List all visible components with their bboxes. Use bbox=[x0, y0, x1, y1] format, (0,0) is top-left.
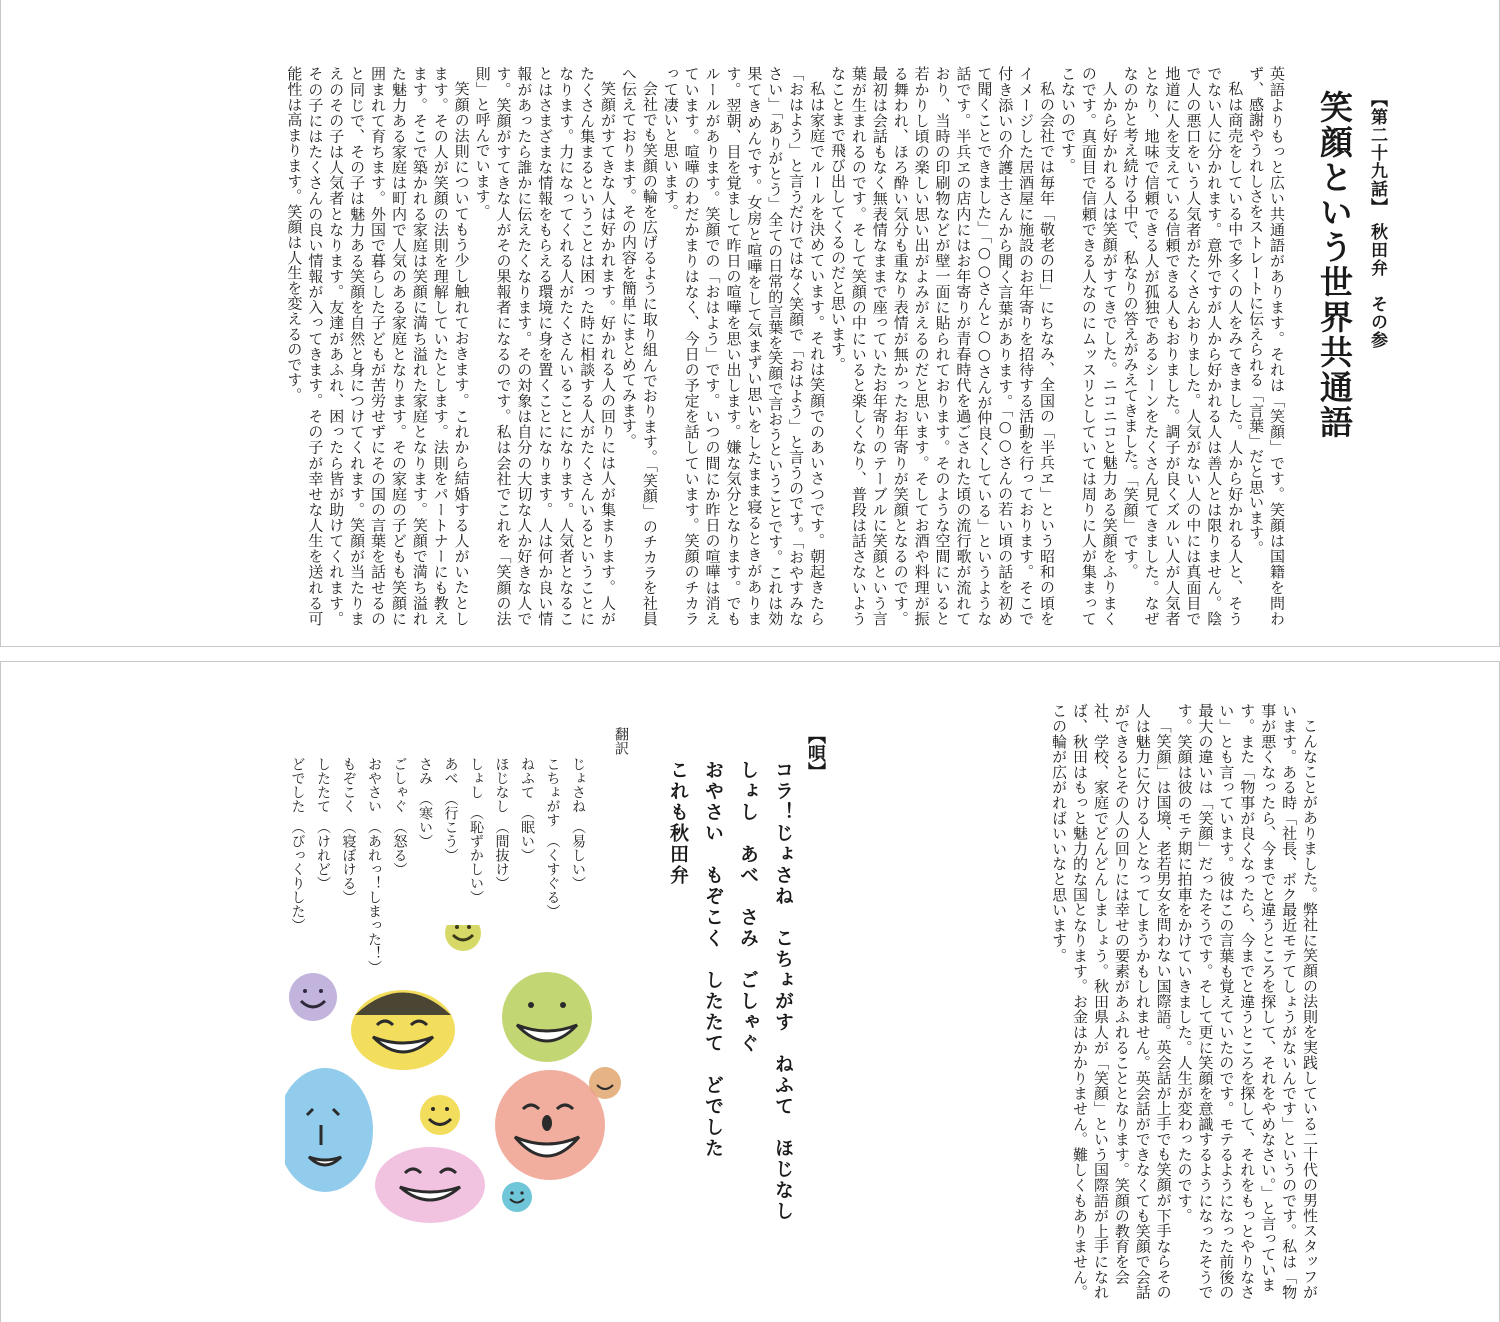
paragraph: 会社でも笑顔の輪を広げるように取り組んでおります。「笑顔」のチカラを社員へ伝えております。その内容を簡単にまとめてみます。 bbox=[619, 66, 659, 626]
translation-item: どでした （びっくりした） bbox=[289, 757, 306, 932]
translation-heading: 翻訳 bbox=[613, 727, 629, 755]
smiley-faces-illustration bbox=[285, 925, 635, 1225]
song-line: しょし あべ さみ ごしゃぐ bbox=[737, 760, 759, 1054]
episode-label: 【第二十九話】 秋田弁 その参 bbox=[1367, 90, 1387, 349]
smiley-face-icon bbox=[375, 1147, 485, 1223]
paragraph: 笑顔がすてきな人は好かれます。好かれる人の回りには人が集まります。人がたくさん集まるということは困った時に相談する人がたくさんいるということになります。力になってくれる人がたくさんいることになります。人気者となることはさまざまな情報をもらえる環境に身を置くことになります。人は何か良い情報があったら誰かに伝えたくなります。その対象は自分の大切な人か好きな人です。笑顔がすてきな人がその果報者になるのです。私は会社でこれを「笑顔の法則」と呼んでいます。 bbox=[473, 66, 617, 626]
paragraph: 「笑顔」は国境、老若男女を問わない国際語。英会話が上手でも笑顔が下手ならその人は魅力に欠ける人となってしまうかもしれません。英会話ができなくても笑顔で会話ができるとその人の回りには幸せの要素があふれることとなります。笑顔の教育を会社、学校、家庭でどんどんしましょう。秋田県人が「笑顔」という国際語が上手になれば、秋田はもっと魅力的な国となります。お金はかかりません。難しくもありません。この輪が広がればいいなと思います。 bbox=[1050, 703, 1173, 1300]
smiley-face-icon bbox=[502, 1182, 532, 1212]
article-title: 笑顔という世界共通語 bbox=[1315, 90, 1354, 440]
paragraph: 私の会社では毎年「敬老の日」にちなみ、全国の「半兵ヱ」という昭和の頃をイメージした居酒屋に施設のお年寄りを招待する活動を行っております。そこで付き添いの介護士さんから聞く言葉があります。「○○さんの若い頃の話を初めて聞くことできました」「○○さんと○○さんが仲良くしている」というような話です。半兵ヱの店内にはお年寄りが青春時代を過ごされた頃の流行歌が流れており、当時の印刷物などが壁一面に貼られております。そのような空間にいると若かりし頃の楽しい思い出がよみがえるのだと思います。そしてお酒や料理が振る舞われ、ほろ酔い気分も重なり表情が無かったお年寄りが笑顔となるのです。最初は会話もなく無表情なままで座っていたお年寄りのテーブルに笑顔という言葉が生まれるのです。そして笑顔の中にいると楽しくなり、普段は話さないようなことまで飛び出してくるのだと思います。 bbox=[828, 66, 1057, 626]
smiley-face-icon bbox=[495, 1070, 605, 1180]
paragraph: 私は商売をしている中で多くの人をみてきました。人から好かれる人と、そうでない人に分かれます。意外ですが人から好かれる人は善人とは限りません。陰で人の悪口をいう人気者がたくさんおりました。人気がない人の中には真面目で地道に人を支えている信頼できる人もおりました。調子が良くズルい人が人気者となり、地味で信頼できる人が孤独であるシーンをたくさん見てきました。なぜなのかと考え続ける中で、私なりの答えがみえてきました。「笑顔」です。 bbox=[1121, 66, 1245, 626]
translation-item: じょさね （易しい） bbox=[570, 757, 586, 890]
translation-item: ごしゃぐ （怒る） bbox=[391, 757, 408, 876]
translation-item: しょし （恥ずかしい） bbox=[468, 757, 484, 904]
smiley-face-icon bbox=[445, 925, 481, 951]
smiley-face-icon bbox=[420, 1095, 460, 1135]
paragraph: こんなことがありました。弊社に笑顔の法則を実践している二十代の男性スタッフがいます。ある時「社長、ボク最近モテてしょうがないんです」というのです。私は「物事が悪くなったら、今までと違うところを探して、それをやめなさい。」と言っています。また「物事が良くなったら、今までと違うところを探して、それをもっとやりなさい」とも言っています。彼はこの言葉も覚えていたのです。モテるようになった前後の最大の違いは「笑顔」だったそうです。そして更に笑顔を意識するようになったそうです。笑顔は彼のモテ期に拍車をかけていきました。人生が変わったのです。 bbox=[1175, 703, 1319, 1300]
song-lyrics bbox=[660, 760, 800, 1222]
translation-item: あべ （行こう） bbox=[442, 757, 459, 862]
song-line: コラ！じょさね こちょがす ねふて ほじなし bbox=[772, 760, 794, 1222]
song-heading: 【唄】 bbox=[805, 726, 826, 780]
paragraph: 英語よりもっと広い共通語があります。それは「笑顔」です。笑顔は国籍を問わず、感謝やうれしさをストレートに伝えられる「言葉」だと思います。 bbox=[1247, 66, 1286, 626]
smiley-face-icon bbox=[285, 1068, 373, 1192]
smiley-face-icon bbox=[351, 990, 455, 1070]
translation-item: さみ （寒い） bbox=[417, 757, 433, 848]
page-gap bbox=[0, 647, 1500, 661]
translation-item: ほじなし （間抜け） bbox=[493, 757, 510, 890]
paragraph: 私は家庭でルールを決めています。それは笑顔でのあいさつです。朝起きたら「おはよう」と言うだけではなく笑顔で「おはよう」と言うのです。「おやすみなさい」「ありがとう」全ての日常的言葉を笑顔で言おうということです。これは効果てきめんです。女房と喧嘩をして気まずい思いをしたまま寝るときがあります。翌朝、目を覚まして昨日の喧嘩を思い出します。嫌な気分となります。でもルールがあります。笑顔での「おはよう」です。いつの間にか昨日の喧嘩は消えています。喧嘩のわだかまりはなく、今日の予定を話しています。笑顔のチカラって凄いと思います。 bbox=[661, 66, 827, 626]
article-body-bottom bbox=[940, 703, 1320, 1303]
translation-item: ねふて （眠い） bbox=[519, 757, 535, 862]
translation-item: もぞこく （寝ぼける） bbox=[340, 757, 357, 904]
song-line: おやさい もぞこく したたて どでした bbox=[702, 760, 724, 1159]
paragraph: 笑顔の法則についてもう少し触れておきます。これから結婚する人がいたとします。その人が笑顔の法則を理解していたとします。法則をパートナーにも教えます。そこで築かれる家庭は笑顔に満ち溢れた家庭となります。笑顔で満ち溢れた魅力ある家庭は町内で人気のある家庭となります。その家庭の子どもも笑顔に囲まれて育ちます。外国で暮らした子どもが苦労せずにその国の言葉を話せるのと同じで、その子は魅力ある笑顔を自然と身につけてくれます。笑顔が当たりまえのその子は人気者となります。友達があふれ、困ったら皆が助けてくれます。その子にはたくさんの良い情報が入ってきます。その子が幸せな人生を送れる可能性は高まります。笑顔は人生を変えるのです。 bbox=[285, 66, 471, 626]
smiley-face-icon bbox=[502, 972, 592, 1062]
translation-item: こちょがす （くすぐる） bbox=[544, 757, 561, 918]
smiley-face-icon bbox=[289, 973, 337, 1021]
translation-item: おやさい （あれっ！しまった！） bbox=[366, 757, 382, 974]
translation-item: したたて （けれど） bbox=[315, 757, 331, 890]
article-body-top bbox=[25, 66, 1287, 626]
song-line: これも秋田弁 bbox=[667, 760, 689, 886]
paragraph: 人から好かれる人は笑顔がすてきでした。ニコニコと魅力ある笑顔をふりまくのです。真面目で信頼できる人なのにムッスリとしていては周りに人が集まってこないのです。 bbox=[1058, 66, 1119, 626]
